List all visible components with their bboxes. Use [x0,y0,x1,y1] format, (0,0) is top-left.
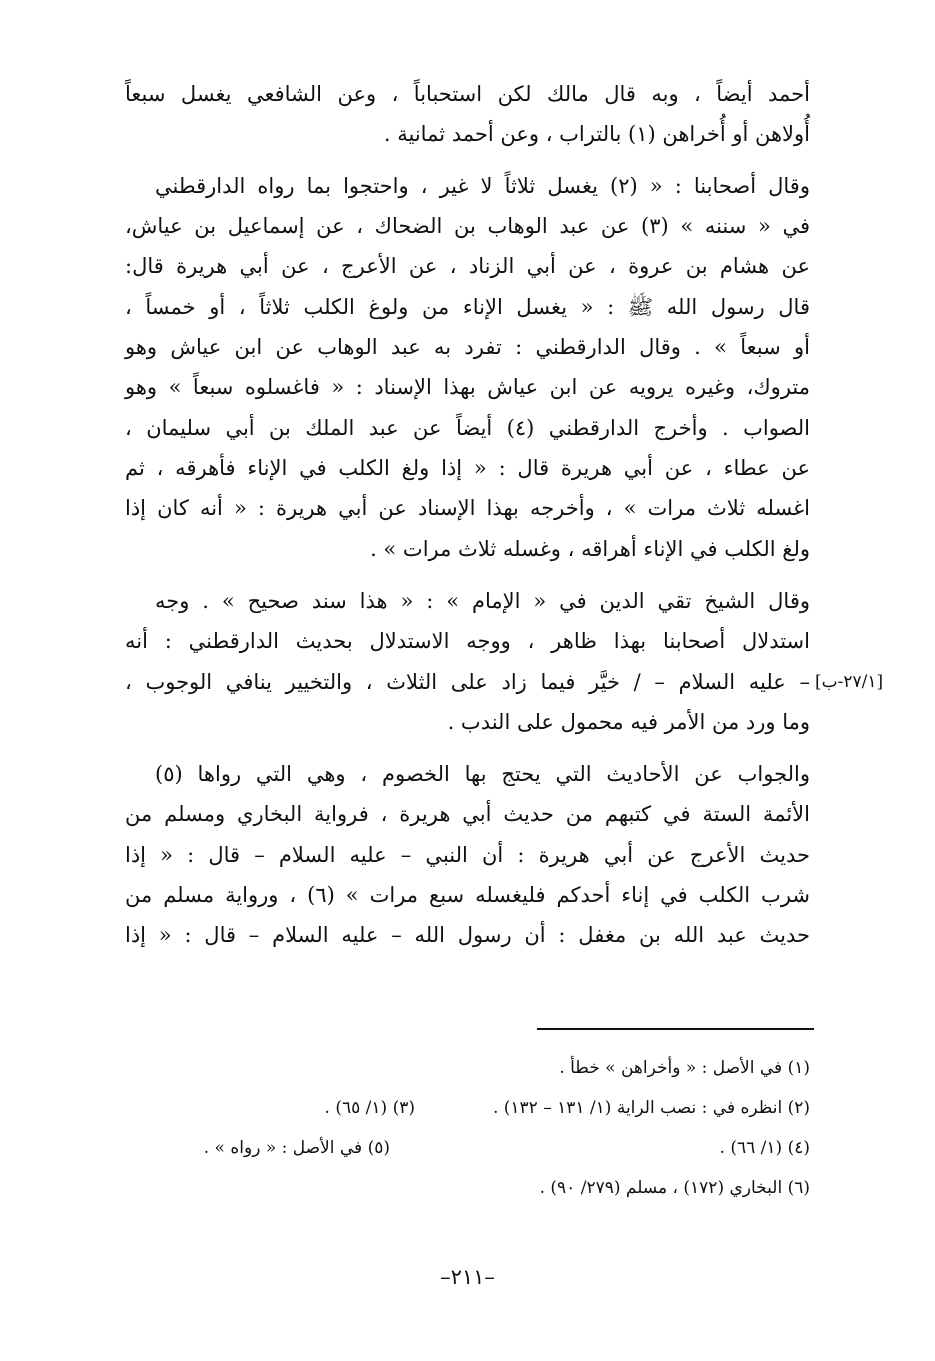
footnote-3: (٣) (١/ ٦٥) . [324,1098,415,1118]
footnote-1: (١) في الأصل : « وأخراهن » خطأ . [559,1058,810,1078]
body-line-21: حديث عبد الله بن مغفل : أن رسول الله – عليه السلام – قال : « إذا [125,923,810,947]
body-line-6: قال رسول الله ﷺ : « يغسل الإناء من ولوغ الكلب ثلاثاً ، أو خمساً ، [125,295,810,319]
body-line-1: أحمد أيضاً ، وبه قال مالك لكن استحباباً ، وعن الشافعي يغسل سبعاً [125,82,810,106]
body-line-17: والجواب عن الأحاديث التي يحتج بها الخصوم ، وهي التي رواها (٥) [155,762,810,786]
footnote-2: (٢) انظره في : نصب الراية (١/ ١٣١ – ١٣٢) . [492,1098,810,1118]
body-line-10: عن عطاء ، عن أبي هريرة قال : « إذا ولغ الكلب في الإناء فأهرقه ، ثم [125,456,810,480]
body-line-14: استدلال أصحابنا بهذا ظاهر ، ووجه الاستدلال بحديث الدارقطني : أنه [125,629,810,653]
body-line-15: – عليه السلام – / خيَّر فيما زاد على الثلاث ، والتخيير ينافي الوجوب ، [125,670,810,694]
body-line-11: اغسله ثلاث مرات » ، وأخرجه بهذا الإسناد عن أبي هريرة : « أنه كان إذا [125,496,810,520]
body-line-9: الصواب . وأخرج الدارقطني (٤) أيضاً عن عبد الملك بن أبي سليمان ، [125,416,810,440]
body-line-3: وقال أصحابنا : « (٢) يغسل ثلاثاً لا غير ، واحتجوا بما رواه الدارقطني [155,174,810,198]
body-line-2: أُولاهن أو أُخراهن (١) بالتراب ، وعن أحمد ثمانية . [383,122,810,146]
page-number: –٢١١– [440,1265,495,1289]
body-line-5: عن هشام بن عروة ، عن أبي الزناد ، عن الأعرج ، عن أبي هريرة قال: [125,254,810,278]
footnote-6: (٦) البخاري (١٧٢) ، مسلم (٢٧٩/ ٩٠) . [539,1178,810,1198]
body-line-20: شرب الكلب في إناء أحدكم فليغسله سبع مرات » (٦) ، ورواية مسلم من [125,883,811,907]
margin-folio-note: [٢٧/١-ب] [815,672,884,692]
footnote-4: (٤) (١/ ٦٦) . [719,1138,810,1158]
body-line-19: حديث الأعرج عن أبي هريرة : أن النبي – عليه السلام – قال : « إذا [125,843,810,867]
body-line-8: متروك، وغيره يرويه عن ابن عياش بهذا الإسناد : « فاغسلوه سبعاً » وهو [125,375,810,399]
body-line-4: في « سننه » (٣) عن عبد الوهاب بن الضحاك ، عن إسماعيل بن عياش، [125,214,810,238]
body-line-12: ولغ الكلب في الإناء أهراقه ، وغسله ثلاث مرات » . [370,537,810,561]
body-line-13: وقال الشيخ تقي الدين في « الإمام » : « هذا سند صحيح » . وجه [155,589,810,613]
body-line-18: الأئمة الستة في كتبهم من حديث أبي هريرة ، فرواية البخاري ومسلم من [125,802,810,826]
body-line-7: أو سبعاً » . وقال الدارقطني : تفرد به عبد الوهاب عن ابن عياش وهو [125,335,810,359]
footnote-5: (٥) في الأصل : « رواه » . [203,1138,390,1158]
body-line-16: وما ورد من الأمر فيه محمول على الندب . [447,710,810,734]
footnote-separator [537,1028,814,1030]
